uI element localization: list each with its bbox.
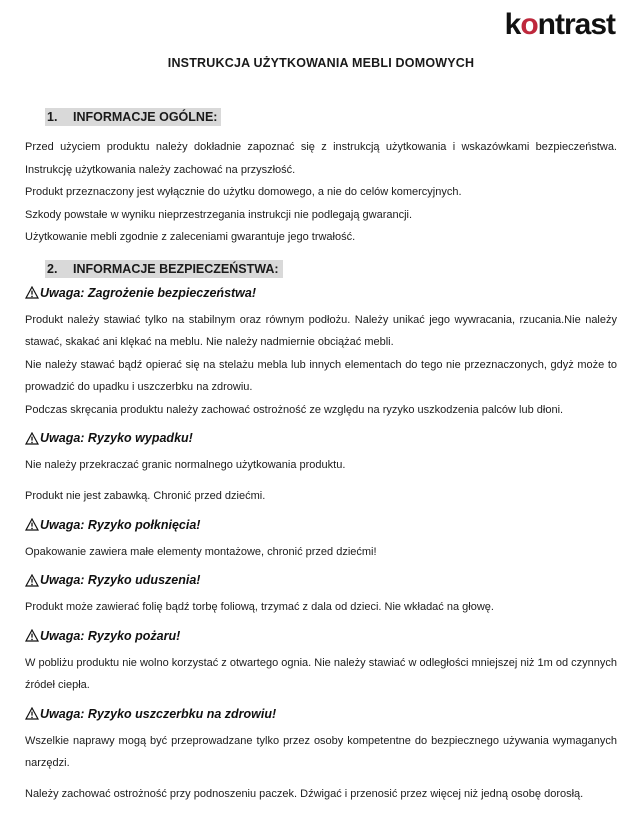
section-heading-text: INFORMACJE BEZPIECZEŃSTWA: xyxy=(73,261,279,276)
logo-part2: ntrast xyxy=(537,8,615,41)
warning-triangle-icon xyxy=(25,286,39,299)
warning-heading xyxy=(25,707,617,721)
paragraph: Produkt przeznaczony jest wyłącznie do użytku domowego, a nie do celów komercyjnych. xyxy=(25,186,462,199)
warning-triangle-icon xyxy=(25,574,39,587)
paragraph: Nie należy stawać bądź opierać się na stelażu mebla lub innych elementach do tego nie przeznaczonych, gdyż może to prowadzić do upadku i uszczerbku na zdrowiu. xyxy=(25,358,617,394)
warning-title: Uwaga: Ryzyko uduszenia! xyxy=(40,573,201,588)
paragraph: Produkt może zawierać folię bądź torbę foliową, trzymać z dala od dzieci. Nie wkładać na głowę. xyxy=(25,601,494,614)
warning-title: Uwaga: Ryzyko pożaru! xyxy=(40,628,181,643)
warning-triangle-icon xyxy=(25,707,39,720)
logo-part1: k xyxy=(504,8,521,41)
warning-triangle-icon xyxy=(25,518,39,531)
warning-heading xyxy=(25,629,617,643)
paragraph: W pobliżu produktu nie wolno korzystać z otwartego ognia. Nie należy stawiać w odległości mniejszej niż 1m od czynnych źródeł ciepła. xyxy=(25,656,617,692)
heading-highlight xyxy=(45,260,283,278)
paragraph: Produkt należy stawiać tylko na stabilnym oraz równym podłożu. Należy unikać jego wywracania, rzucania.Nie należy stawać, skakać ani klękać na meblu. Nie należy nadmiernie obciążać mebli. xyxy=(25,313,617,349)
warning-triangle-icon xyxy=(25,629,39,642)
warning-title: Uwaga: Ryzyko uszczerbku na zdrowiu! xyxy=(40,706,277,721)
paragraph: Użytkowanie mebli zgodnie z zaleceniami gwarantuje jego trwałość. xyxy=(25,231,356,244)
paragraph: Należy zachować ostrożność przy podnoszeniu paczek. Dźwigać i przenosić przez więcej niż jedną osobę dorosłą. xyxy=(25,787,584,800)
section-number: 2. xyxy=(47,261,58,276)
heading-highlight xyxy=(45,108,221,126)
paragraph: Produkt nie jest zabawką. Chronić przed dziećmi. xyxy=(25,490,266,503)
paragraph: Opakowanie zawiera małe elementy montażowe, chronić przed dziećmi! xyxy=(25,545,377,558)
paragraph: Szkody powstałe w wyniku nieprzestrzegania instrukcji nie podlegają gwarancji. xyxy=(25,208,413,221)
paragraph: Nie należy przekraczać granic normalnego użytkowania produktu. xyxy=(25,459,346,472)
paragraph: Wszelkie naprawy mogą być przeprowadzane tylko przez osoby kompetentne do bezpiecznego używania wymaganych narzędzi. xyxy=(25,734,617,770)
document-title: INSTRUKCJA UŻYTKOWANIA MEBLI DOMOWYCH xyxy=(167,56,475,70)
kontrast-logo xyxy=(505,8,615,41)
warning-heading xyxy=(25,573,617,587)
paragraph: Podczas skręcania produktu należy zachować ostrożność ze względu na ryzyko uszkodzenia palców lub dłoni. xyxy=(25,403,564,416)
section-heading-general xyxy=(45,110,617,124)
warning-heading xyxy=(25,518,617,532)
section-heading-safety xyxy=(45,262,617,276)
section-number: 1. xyxy=(47,110,58,124)
section-heading-text: INFORMACJE OGÓLNE: xyxy=(73,110,218,124)
warning-title: Uwaga: Zagrożenie bezpieczeństwa! xyxy=(40,285,257,300)
paragraph: Przed użyciem produktu należy dokładnie zapoznać się z instrukcją użytkowania i wskazówkami bezpieczeństwa. Instrukcję użytkowania należy zachować na przyszłość. xyxy=(25,141,617,176)
warning-heading xyxy=(25,431,617,445)
warning-heading xyxy=(25,286,617,300)
warning-triangle-icon xyxy=(25,432,39,445)
logo-row xyxy=(25,10,617,40)
warning-title: Uwaga: Ryzyko połknięcia! xyxy=(40,517,201,532)
warning-title: Uwaga: Ryzyko wypadku! xyxy=(40,431,193,446)
logo-accent-o: o xyxy=(520,8,538,41)
